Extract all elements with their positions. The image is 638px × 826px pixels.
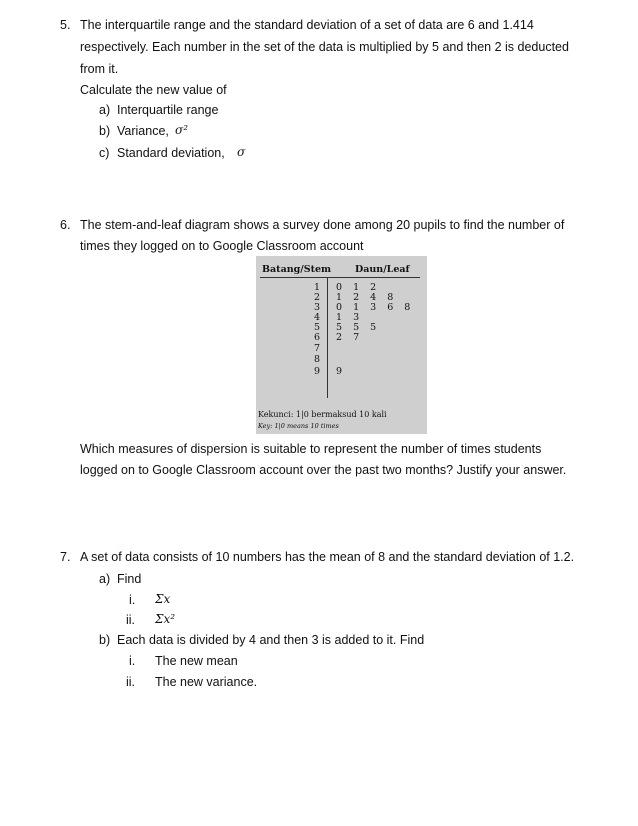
q7-part-a-label: a) — [99, 572, 111, 586]
stem-row-3: 3 — [314, 302, 321, 313]
q7-b-ii-text: The new variance. — [155, 675, 258, 689]
leaf-row-2: 1 2 4 8 — [336, 292, 398, 303]
stem-row-4: 4 — [314, 312, 321, 323]
q6-line1: The stem-and-leaf diagram shows a survey done among 20 pupils to find the number of — [80, 218, 565, 232]
q5-item-c-symbol: σ — [237, 145, 246, 159]
key-malay: Kekunci: 1|0 bermaksud 10 kali — [258, 410, 387, 419]
stem-row-2: 2 — [314, 292, 321, 303]
q7-part-a-text: Find — [117, 572, 142, 586]
leaf-row-5: 5 5 5 — [336, 322, 381, 333]
q7-a-i-label: i. — [129, 593, 136, 607]
leaf-header: Daun/Leaf — [355, 264, 410, 275]
stem-row-8: 8 — [314, 354, 321, 365]
q6-line3: Which measures of dispersion is suitable to represent the number of times students — [80, 442, 542, 456]
q5-line4: Calculate the new value of — [80, 83, 227, 97]
q5-item-c-text: Standard deviation, — [117, 146, 225, 160]
key-english: Key: 1|0 means 10 times — [258, 422, 339, 430]
q6-line4: logged on to Google Classroom account over the past two months? Justify your answer. — [80, 463, 567, 477]
stem-leaf-divider — [327, 278, 328, 398]
q5-item-b-symbol: σ² — [175, 123, 189, 137]
leaf-row-9: 9 — [336, 366, 347, 377]
q7-number: 7. — [60, 550, 71, 564]
q5-item-b-text: Variance, — [117, 124, 169, 138]
q7-part-b-text: Each data is divided by 4 and then 3 is added to it. Find — [117, 633, 425, 647]
stem-row-5: 5 — [314, 322, 321, 333]
q7-a-ii-label: ii. — [126, 613, 136, 627]
q7-b-i-text: The new mean — [155, 654, 238, 668]
stem-row-1: 1 — [314, 282, 321, 293]
stem-row-7: 7 — [314, 343, 321, 354]
stem-row-9: 9 — [314, 366, 321, 377]
q7-a-ii-symbol: Σx² — [155, 612, 176, 626]
q5-item-a-text: Interquartile range — [117, 103, 219, 117]
q5-item-b-label: b) — [99, 124, 111, 138]
q5-item-a-label: a) — [99, 103, 111, 117]
q5-number: 5. — [60, 18, 71, 32]
q7-b-i-label: i. — [129, 654, 136, 668]
q7-part-b-label: b) — [99, 633, 111, 647]
q5-line1: The interquartile range and the standard deviation of a set of data are 6 and 1.414 — [80, 18, 534, 32]
q7-a-i-symbol: Σx — [155, 592, 171, 606]
q6-number: 6. — [60, 218, 71, 232]
header-divider — [260, 277, 420, 278]
q6-line2: times they logged on to Google Classroom account — [80, 239, 364, 253]
stem-header: Batang/Stem — [262, 264, 332, 275]
q7-line1: A set of data consists of 10 numbers has the mean of 8 and the standard deviation of 1.2. — [80, 550, 575, 564]
q5-line3: from it. — [80, 62, 119, 76]
leaf-row-3: 0 1 3 6 8 — [336, 302, 415, 313]
q7-b-ii-label: ii. — [126, 675, 136, 689]
q5-line2: respectively. Each number in the set of the data is multiplied by 5 and then 2 is deducted — [80, 40, 569, 54]
stem-row-6: 6 — [314, 332, 321, 343]
leaf-row-6: 2 7 — [336, 332, 364, 343]
q5-item-c-label: c) — [99, 146, 110, 160]
leaf-row-4: 1 3 — [336, 312, 364, 323]
stem-and-leaf-photo — [256, 256, 427, 434]
leaf-row-1: 0 1 2 — [336, 282, 381, 293]
